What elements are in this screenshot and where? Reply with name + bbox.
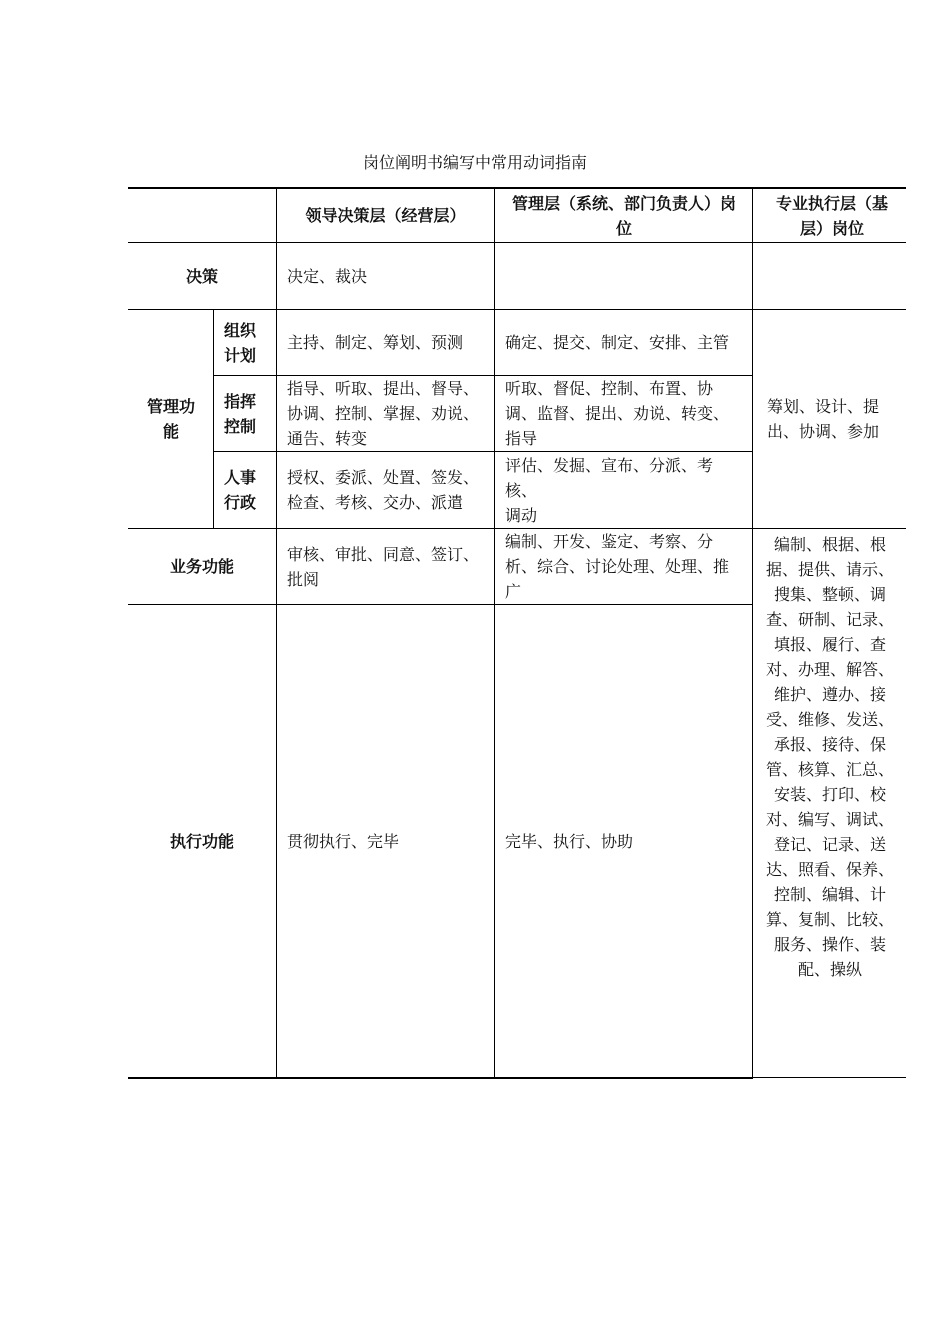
business-manager-text: 编制、开发、鉴定、考察、分析、综合、讨论处理、处理、推广 [505,532,730,601]
sub-label-org-plan-text: 组织计划 [223,320,256,365]
decision-leader-cell [277,243,494,309]
execution-leader-text: 贯彻执行、完毕 [287,831,400,851]
row-label-execution-text: 执行功能 [169,831,234,851]
shared-exec-text: 编制、根据、根据、提供、请示、搜集、整顿、调查、研制、记录、填报、履行、查对、办理、解答、维护、遵办、接受、维修、发送、承报、接待、保管、核算、汇总、安装、打印、校对、编写、调试、登记、记录、送达、照看、保养、控制、编辑、计算、复制、比较、服务、操作、装配、操纵 [765,535,894,979]
execution-leader-cell [277,605,494,1077]
decision-manager-cell [495,243,752,309]
row-label-execution [128,605,276,1077]
sub-label-hr-admin-text: 人事行政 [223,468,256,512]
command-leader-text: 指导、听取、提出、督导、协调、控制、掌握、劝说、通告、转变 [287,379,480,448]
command-leader-cell [277,376,494,451]
row-label-decision-text: 决策 [185,266,218,286]
row-label-business-text: 业务功能 [169,557,234,576]
header-exec [776,189,888,242]
sub-label-org-plan [218,310,262,375]
shared-exec-cell [759,529,901,1077]
decision-leader-text: 决定、裁决 [287,266,368,286]
hr-admin-leader-cell [277,452,494,528]
table-bottom-rule [128,1077,753,1079]
sub-label-command-text: 指挥控制 [223,391,256,436]
row-label-management-text: 管理功能 [146,397,195,441]
business-leader-text: 审核、审批、同意、签订、批阅 [287,544,480,589]
row-label-decision [128,243,276,309]
row-label-management [144,310,198,528]
org-plan-manager-text: 确定、提交、制定、安排、主管 [505,333,730,352]
verb-guide-table [128,187,906,1080]
col-exec-divider [752,187,753,1079]
management-exec-cell [759,310,901,528]
header-manager-text: 管理层（系统、部门负责人）岗位 [511,193,736,238]
org-plan-manager-cell [495,310,748,375]
mgmt-sub-divider [213,309,214,528]
org-plan-leader-text: 主持、制定、筹划、预测 [287,333,464,352]
sub-label-hr-admin [218,452,262,528]
command-manager-text: 听取、督促、控制、布置、协调、监督、提出、劝说、转变、指导 [505,379,730,448]
header-leader [277,189,494,242]
document-title: 岗位阐明书编写中常用动词指南 [362,153,587,172]
business-manager-cell [495,529,748,604]
management-exec-text: 筹划、设计、提出、协调、参加 [767,397,880,441]
header-leader-text: 领导决策层（经营层） [305,206,466,225]
header-manager [508,189,740,242]
execution-manager-cell [495,605,748,1077]
sub-label-command [218,376,262,451]
header-exec-text: 专业执行层（基层）岗位 [776,193,889,238]
hr-admin-manager-text: 评估、发掘、宣布、分派、考核、 调动 [505,455,714,525]
command-manager-cell [495,376,748,451]
decision-exec-cell [753,243,906,309]
hr-admin-manager-cell [495,452,748,528]
org-plan-leader-cell [277,310,494,375]
exec-bottom-rule [753,1077,906,1078]
execution-manager-text: 完毕、执行、协助 [505,831,634,851]
row-label-business [128,529,276,604]
hr-admin-leader-text: 授权、委派、处置、签发、检查、考核、交办、派遣 [287,468,480,512]
business-leader-cell [277,529,494,604]
